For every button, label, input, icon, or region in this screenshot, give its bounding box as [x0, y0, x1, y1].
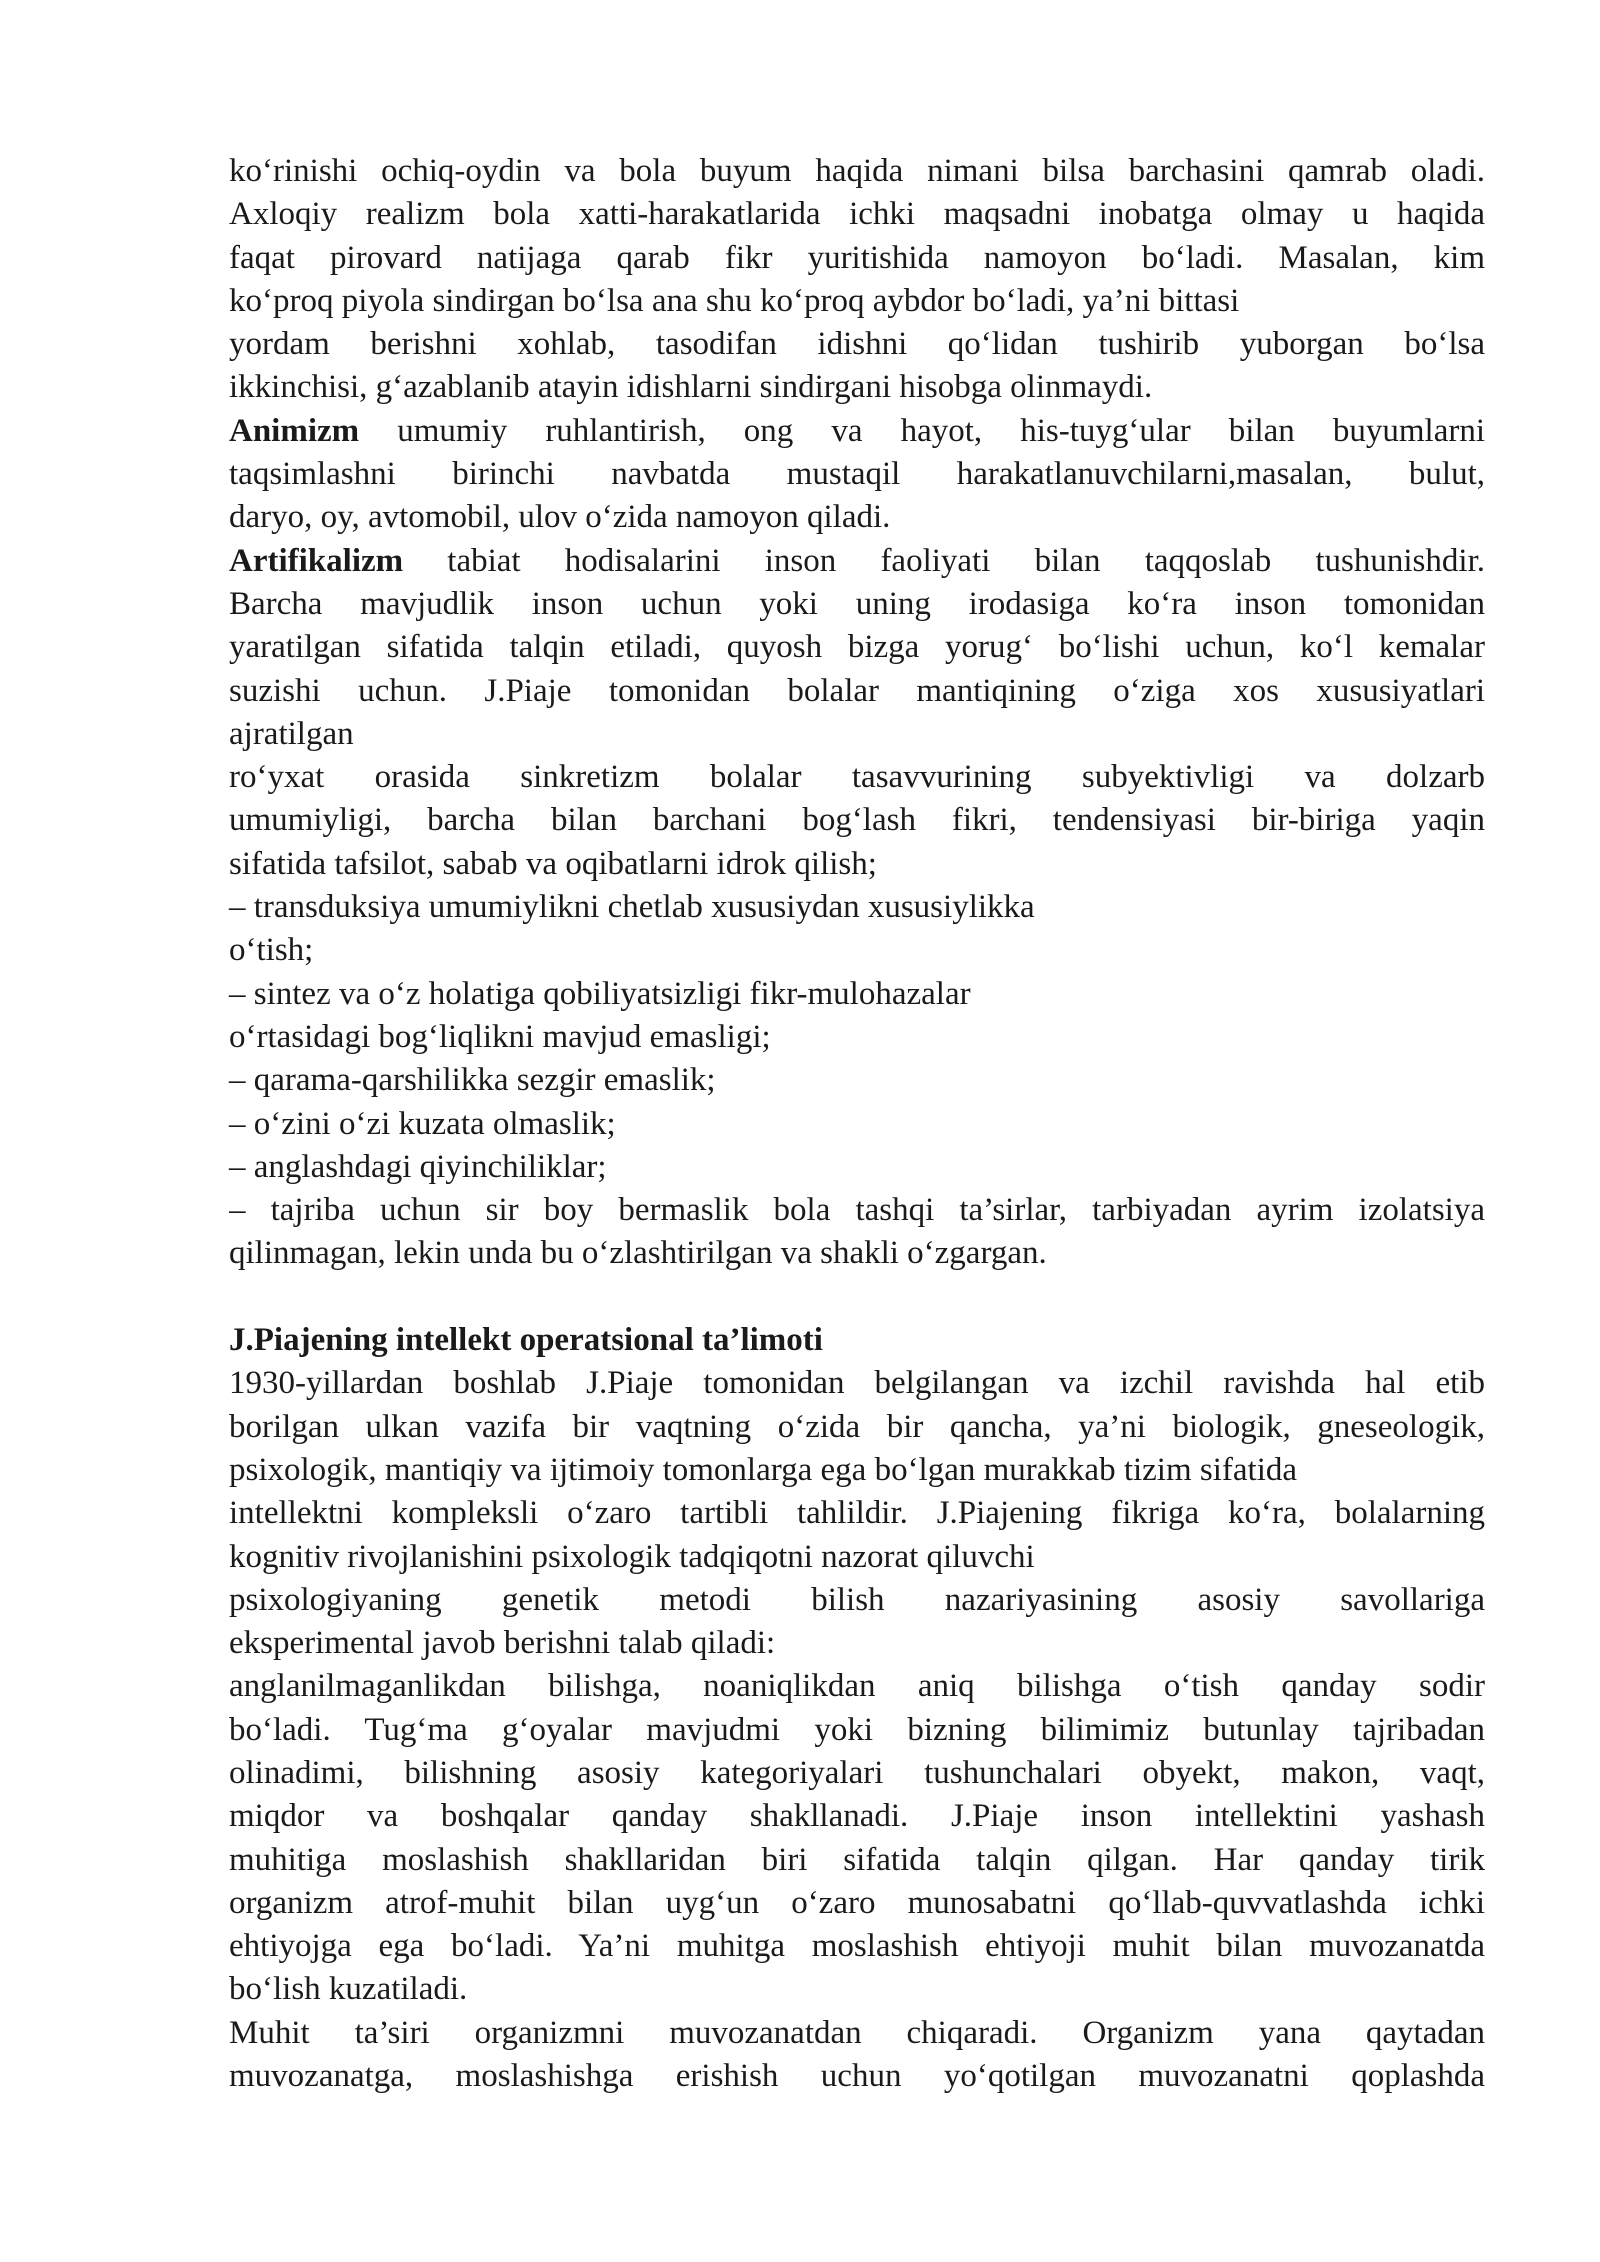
text-line: Axloqiy realizm bola xatti-harakatlarida ichki maqsadni inobatga olmay u haqida	[229, 196, 1485, 233]
list-item: – o‘zini o‘zi kuzata olmaslik;	[229, 1105, 616, 1142]
text-line: umumiyligi, barcha bilan barchani bog‘lash fikri, tendensiyasi bir-biriga yaqin	[229, 802, 1485, 839]
text-line: o‘tish;	[229, 932, 314, 969]
text-line: sifatida tafsilot, sabab va oqibatlarni idrok qilish;	[229, 845, 877, 882]
text-line: muhitiga moslashish shakllaridan biri sifatida talqin qilgan. Har qanday tirik	[229, 1841, 1485, 1878]
animizm-text: umumiy ruhlantirish, ong va hayot, his-tuyg‘ular bilan buyumlarni	[359, 412, 1485, 449]
text-line: 1930-yillardan boshlab J.Piaje tomonidan belgilangan va izchil ravishda hal etib	[229, 1365, 1485, 1402]
text-line: bo‘ladi. Tug‘ma g‘oyalar mavjudmi yoki bizning bilimimiz butunlay tajribadan	[229, 1711, 1485, 1748]
list-item: – sintez va o‘z holatiga qobiliyatsizligi fikr-mulohazalar	[229, 975, 971, 1012]
artifikalizm-line	[229, 540, 1485, 583]
animizm-line	[229, 410, 1485, 453]
text-line: ko‘proq piyola sindirgan bo‘lsa ana shu ko‘proq aybdor bo‘ladi, ya’ni bittasi	[229, 282, 1240, 319]
text-line: suzishi uchun. J.Piaje tomonidan bolalar mantiqining o‘ziga xos xususiyatlari	[229, 672, 1485, 709]
text-line: muvozanatga, moslashishga erishish uchun yo‘qotilgan muvozanatni qoplashda	[229, 2058, 1485, 2095]
text-line: taqsimlashni birinchi navbatda mustaqil harakatlanuvchilarni,masalan, bulut,	[229, 456, 1485, 493]
artifikalizm-term: Artifikalizm	[229, 542, 404, 579]
text-line: o‘rtasidagi bog‘liqlikni mavjud emasligi;	[229, 1018, 771, 1055]
text-line: Barcha mavjudlik inson uchun yoki uning irodasiga ko‘ra inson tomonidan	[229, 585, 1485, 622]
text-line: ajratilgan	[229, 715, 354, 752]
text-line: olinadimi, bilishning asosiy kategoriyalari tushunchalari obyekt, makon, vaqt,	[229, 1754, 1485, 1791]
text-line: intellektni kompleksli o‘zaro tartibli tahlildir. J.Piajening fikriga ko‘ra, bolalarning	[229, 1495, 1485, 1532]
text-line: Muhit ta’siri organizmni muvozanatdan chiqaradi. Organizm yana qaytadan	[229, 2014, 1485, 2051]
text-line: organizm atrof-muhit bilan uyg‘un o‘zaro munosabatni qo‘llab-quvvatlashda ichki	[229, 1884, 1485, 1921]
animizm-term: Animizm	[229, 412, 360, 449]
section-heading: J.Piajening intellekt operatsional ta’limoti	[229, 1322, 823, 1359]
text-line: ehtiyojga ega bo‘ladi. Ya’ni muhitga moslashish ehtiyoji muhit bilan muvozanatda	[229, 1928, 1485, 1965]
text-line: ko‘rinishi ochiq-oydin va bola buyum haqida nimani bilsa barchasini qamrab oladi.	[229, 153, 1485, 189]
list-item: – anglashdagi qiyinchiliklar;	[229, 1148, 607, 1185]
text-line: psixologik, mantiqiy va ijtimoiy tomonlarga ega bo‘lgan murakkab tizim sifatida	[229, 1451, 1298, 1488]
text-line: yordam berishni xohlab, tasodifan idishni qo‘lidan tushirib yuborgan bo‘lsa	[229, 326, 1485, 363]
text-line: borilgan ulkan vazifa bir vaqtning o‘zida bir qancha, ya’ni biologik, gneseologik,	[229, 1408, 1485, 1445]
document-page	[229, 150, 1485, 2098]
text-line: ikkinchisi, g‘azablanib atayin idishlarni sindirgani hisobga olinmaydi.	[229, 369, 1153, 406]
text-line: yaratilgan sifatida talqin etiladi, quyosh bizga yorug‘ bo‘lishi uchun, ko‘l kemalar	[229, 629, 1485, 666]
text-line: eksperimental javob berishni talab qiladi:	[229, 1625, 776, 1662]
text-line: ro‘yxat orasida sinkretizm bolalar tasavvurining subyektivligi va dolzarb	[229, 759, 1485, 796]
list-item: – qarama-qarshilikka sezgir emaslik;	[229, 1062, 716, 1099]
text-line: anglanilmaganlikdan bilishga, noaniqlikdan aniq bilishga o‘tish qanday sodir	[229, 1668, 1485, 1705]
text-line: kognitiv rivojlanishini psixologik tadqiqotni nazorat qiluvchi	[229, 1538, 1035, 1575]
text-line: daryo, oy, avtomobil, ulov o‘zida namoyon qiladi.	[229, 499, 891, 536]
text-line: faqat pirovard natijaga qarab fikr yuritishida namoyon bo‘ladi. Masalan, kim	[229, 239, 1485, 276]
artifikalizm-text: tabiat hodisalarini inson faoliyati bilan taqqoslab tushunishdir.	[403, 542, 1485, 579]
list-item: – tajriba uchun sir boy bermaslik bola tashqi ta’sirlar, tarbiyadan ayrim izolatsiya	[229, 1192, 1485, 1229]
text-line: bo‘lish kuzatiladi.	[229, 1971, 468, 2008]
list-item: – transduksiya umumiylikni chetlab xususiydan xususiylikka	[229, 889, 1035, 926]
text-line: qilinmagan, lekin unda bu o‘zlashtirilgan va shakli o‘zgargan.	[229, 1235, 1047, 1272]
text-line: psixologiyaning genetik metodi bilish nazariyasining asosiy savollariga	[229, 1581, 1485, 1618]
text-line: miqdor va boshqalar qanday shakllanadi. J.Piaje inson intellektini yashash	[229, 1798, 1485, 1835]
blank-line	[229, 1276, 1485, 1319]
